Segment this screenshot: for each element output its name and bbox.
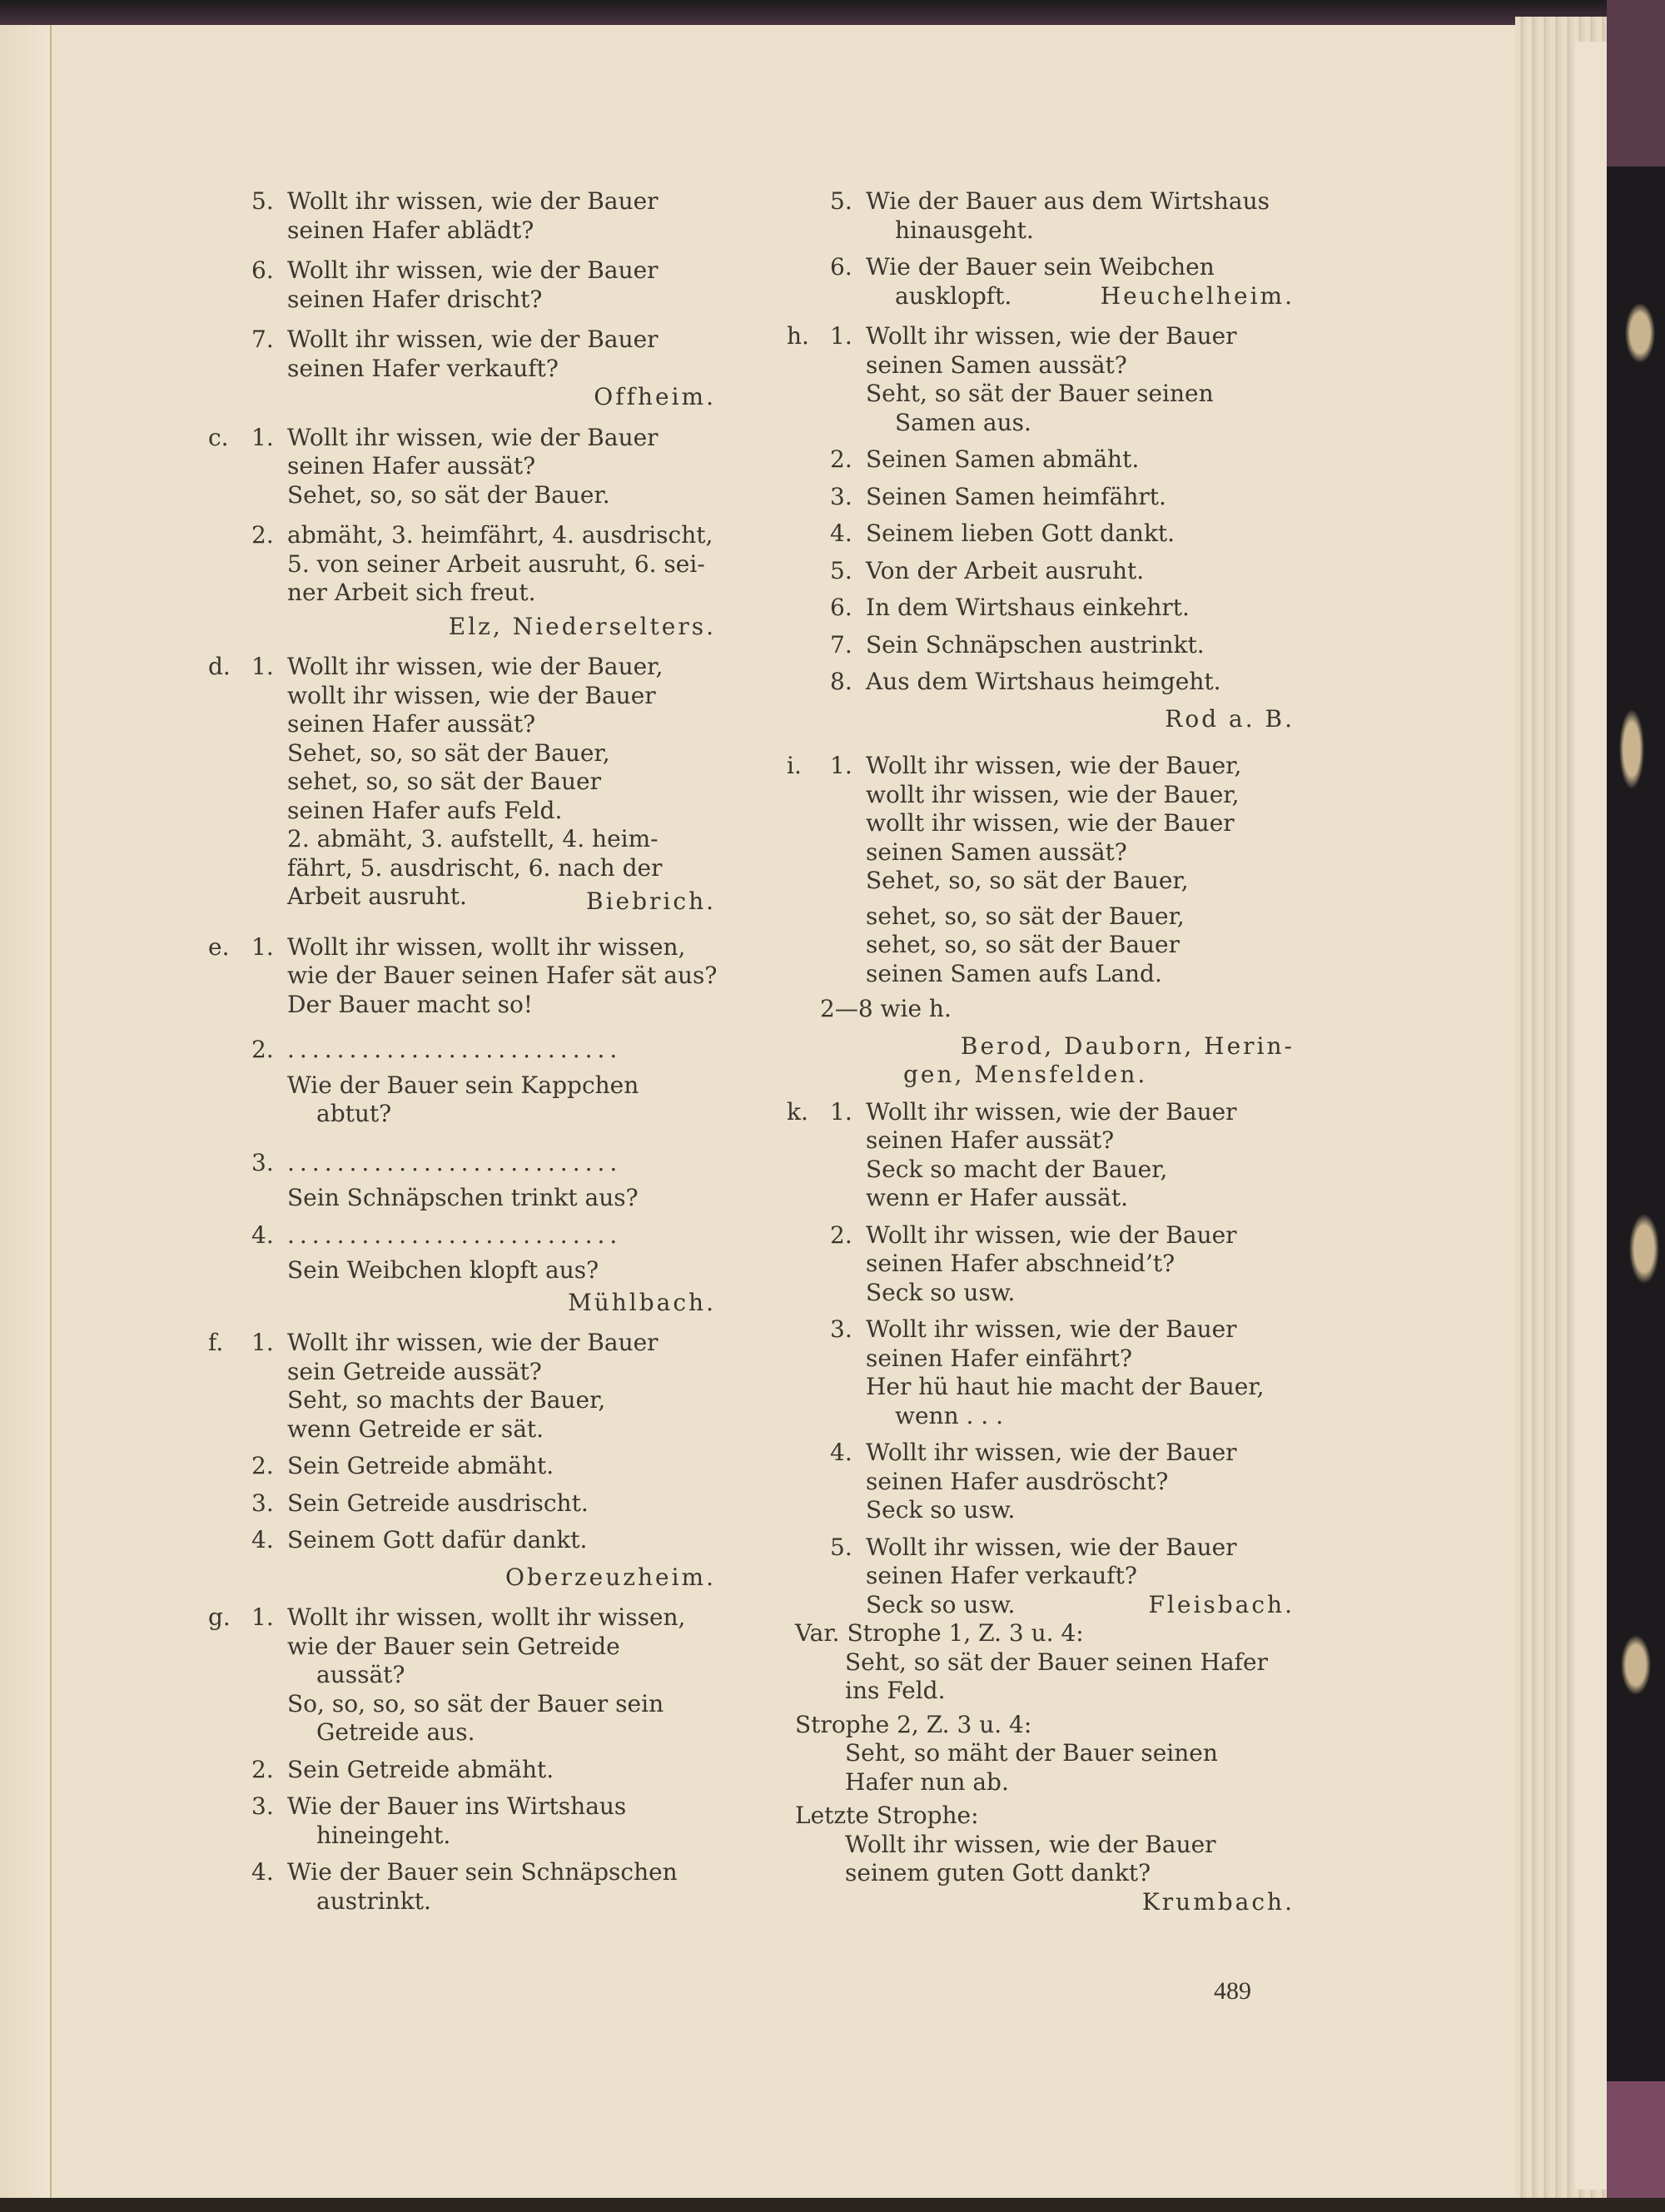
line: seinen Hafer aufs Feld. — [287, 796, 563, 824]
verse — [208, 1756, 716, 1785]
line: Sehet, so, so sät der Bauer, — [866, 867, 1189, 894]
verse-number: 6. — [830, 253, 852, 281]
variant-f — [208, 1329, 716, 1444]
line: Wie der Bauer sein Weibchen — [866, 253, 1215, 281]
line: seinen Hafer verkauft? — [287, 354, 559, 382]
book-cover-right — [1607, 0, 1665, 2212]
gutter — [0, 25, 52, 2200]
variant-note — [787, 1802, 1295, 1888]
place-name: Offheim. — [594, 383, 716, 410]
line: Her hü haut hie macht der Bauer, — [866, 1373, 1265, 1400]
place-name: gen, Mensfelden. — [903, 1061, 1148, 1088]
place-name: Berod, Dauborn, Herin- — [960, 1031, 1295, 1060]
line: wollt ihr wissen, wie der Bauer — [287, 681, 656, 709]
verse-number: 3. — [830, 1315, 852, 1343]
line: Wollt ihr wissen, wie der Bauer — [287, 326, 659, 353]
verse-number: 2. — [251, 521, 274, 549]
variant-label: d. — [208, 653, 231, 680]
line: seinen Samen aussät? — [866, 350, 1127, 379]
note-heading: Strophe 2, Z. 3 u. 4: — [795, 1710, 1032, 1738]
line: Der Bauer macht so! — [287, 990, 534, 1018]
line: Wollt ihr wissen, wie der Bauer — [866, 322, 1237, 350]
verse — [787, 1315, 1295, 1430]
line: seinem guten Gott dankt? — [845, 1859, 1151, 1886]
line: sehet, so, so sät der Bauer — [866, 931, 1180, 958]
line: Wollt ihr wissen, wollt ihr wissen, — [287, 932, 686, 961]
verse — [208, 326, 716, 383]
verse-number: 2. — [251, 1036, 274, 1063]
variant-note — [787, 1711, 1295, 1797]
variant-d — [208, 653, 716, 917]
line: abmäht, 3. heimfährt, 4. ausdrischt, — [287, 521, 713, 549]
verse-number: 5. — [830, 556, 852, 584]
line: Seinen Samen heimfährt. — [866, 482, 1166, 510]
line: Wollt ihr wissen, wie der Bauer — [287, 256, 659, 284]
variant-label: h. — [787, 322, 809, 350]
variant-e — [208, 933, 716, 1020]
place-name: Elz, Niederselters. — [448, 612, 716, 640]
verse-number: 2. — [251, 1755, 274, 1783]
line: Sein Schnäpschen austrinkt. — [866, 630, 1205, 659]
line: ins Feld. — [845, 1677, 946, 1704]
line: wenn er Hafer aussät. — [866, 1184, 1128, 1211]
variant-i — [787, 752, 1295, 988]
verse — [208, 1149, 716, 1213]
line: austrinkt. — [316, 1886, 431, 1915]
verse-number: 1. — [830, 1097, 852, 1126]
verse — [787, 631, 1295, 660]
variant-label: e. — [208, 932, 230, 961]
verse — [208, 1792, 716, 1850]
verse-number: 3. — [251, 1148, 274, 1176]
omission-dots: ........................... — [287, 1036, 623, 1063]
verse-number: 1. — [251, 653, 274, 680]
line: Wollt ihr wissen, wie der Bauer — [866, 1220, 1237, 1249]
verse-number: 2. — [830, 445, 852, 473]
verse-number: 5. — [830, 1533, 852, 1561]
line: wenn Getreide er sät. — [287, 1414, 544, 1443]
verse — [208, 1858, 716, 1916]
verse-number: 2. — [830, 1220, 852, 1249]
line: So, so, so, so sät der Bauer sein — [287, 1689, 664, 1717]
line: Wie der Bauer sein Schnäpschen — [287, 1858, 678, 1886]
left-column — [208, 187, 716, 1916]
place-name: Rod a. B. — [1165, 704, 1295, 733]
line: seinen Hafer verkauft? — [866, 1562, 1137, 1589]
line: Von der Arbeit ausruht. — [866, 556, 1145, 584]
line: Sein Getreide abmäht. — [287, 1755, 554, 1783]
line: Wollt ihr wissen, wie der Bauer — [845, 1830, 1216, 1858]
h-verse-list — [787, 445, 1295, 697]
verse — [208, 521, 716, 608]
line: hineingeht. — [316, 1821, 451, 1849]
verse — [787, 557, 1295, 586]
verse — [787, 1533, 1295, 1620]
verse — [787, 668, 1295, 697]
line: seinen Hafer aussät? — [287, 710, 536, 738]
place-name: Heuchelheim. — [1100, 281, 1295, 310]
book-cover-top — [0, 0, 1665, 25]
line: Seht, so sät der Bauer seinen — [866, 380, 1214, 407]
verse-number: 1. — [830, 322, 852, 350]
line: Getreide aus. — [316, 1718, 475, 1746]
verse-number: 4. — [251, 1220, 274, 1249]
line: Seinem Gott dafür dankt. — [287, 1526, 588, 1553]
variant-label: i. — [787, 752, 802, 779]
line: Sehet, so, so sät der Bauer, — [287, 738, 610, 767]
verse-number: 6. — [830, 594, 852, 621]
verse — [208, 256, 716, 314]
line: sehet, so, so sät der Bauer — [287, 768, 602, 795]
verse — [787, 187, 1295, 245]
verse-number: 6. — [251, 256, 274, 284]
line: Wollt ihr wissen, wollt ihr wissen, — [287, 1603, 686, 1631]
line: Sein Weibchen klopft aus? — [287, 1256, 599, 1284]
line: Wollt ihr wissen, wie der Bauer — [866, 1439, 1237, 1466]
line: wie der Bauer seinen Hafer sät aus? — [287, 962, 718, 989]
line: wenn . . . — [895, 1401, 1004, 1429]
line: sein Getreide aussät? — [287, 1357, 542, 1385]
variant-note — [787, 1619, 1295, 1706]
line: abtut? — [316, 1100, 392, 1127]
verse — [208, 1036, 716, 1129]
verse-number: 4. — [251, 1526, 274, 1553]
line: Wollt ihr wissen, wie der Bauer — [866, 1097, 1237, 1126]
verse-number: 1. — [251, 932, 274, 961]
verse — [787, 594, 1295, 623]
line: seinen Hafer ablädt? — [287, 216, 534, 244]
line: Wollt ihr wissen, wie der Bauer — [287, 423, 659, 451]
verse — [787, 1439, 1295, 1525]
verse-number: 5. — [830, 187, 852, 215]
variant-label: c. — [208, 423, 229, 451]
line: Wie der Bauer ins Wirtshaus — [287, 1792, 627, 1820]
verse-number: 8. — [830, 668, 852, 695]
verse-number: 7. — [251, 326, 274, 353]
line: Seht, so mäht der Bauer seinen — [845, 1739, 1218, 1767]
variant-k — [787, 1098, 1295, 1213]
verse — [787, 253, 1295, 311]
verse-number: 3. — [251, 1792, 274, 1820]
line: seinen Hafer ausdröscht? — [866, 1467, 1169, 1495]
note-heading: Var. Strophe 1, Z. 3 u. 4: — [795, 1619, 1084, 1647]
line: seinen Hafer abschneid’t? — [866, 1250, 1175, 1277]
line: In dem Wirtshaus einkehrt. — [866, 594, 1190, 621]
verse — [208, 1221, 716, 1285]
line: Samen aus. — [895, 408, 1031, 436]
line: Wie der Bauer aus dem Wirtshaus — [866, 187, 1270, 215]
verse — [787, 519, 1295, 549]
verse-number: 1. — [251, 1603, 274, 1631]
book-page — [0, 25, 1515, 2200]
verse-number: 4. — [830, 519, 852, 547]
line: Seinen Samen abmäht. — [866, 445, 1140, 473]
verse-number: 5. — [251, 187, 274, 215]
verse-number: 7. — [830, 630, 852, 659]
verse-number: 4. — [251, 1858, 274, 1886]
variant-label: f. — [208, 1329, 224, 1356]
line: seinen Hafer aussät? — [287, 452, 536, 480]
line: Hafer nun ab. — [845, 1767, 1009, 1796]
line: Seht, so sät der Bauer seinen Hafer — [845, 1648, 1268, 1676]
variant-c — [208, 424, 716, 510]
place-name: Fleisbach. — [1148, 1590, 1295, 1618]
line: Arbeit ausruht. — [287, 882, 467, 910]
line: Wie der Bauer sein Kappchen — [287, 1071, 639, 1099]
variant-g — [208, 1603, 716, 1747]
verse — [208, 1526, 716, 1555]
line: sehet, so, so sät der Bauer, — [866, 902, 1185, 930]
verse — [787, 1221, 1295, 1308]
verse — [208, 1489, 716, 1519]
line: Seht, so machts der Bauer, — [287, 1386, 606, 1414]
note-heading: Letzte Strophe: — [795, 1802, 979, 1829]
line: Sein Getreide abmäht. — [287, 1452, 554, 1479]
line: Seck so macht der Bauer, — [866, 1155, 1168, 1183]
place-name: Oberzeuzheim. — [505, 1563, 716, 1591]
line: ner Arbeit sich freut. — [287, 579, 536, 606]
line: wollt ihr wissen, wie der Bauer, — [866, 780, 1240, 808]
line: ausklopft. — [895, 281, 1012, 310]
line: wie der Bauer sein Getreide — [287, 1632, 620, 1660]
line: seinen Hafer einfährt? — [866, 1344, 1133, 1372]
page-edges — [1515, 17, 1607, 2202]
line: Seck so usw. — [866, 1496, 1016, 1524]
line: hinausgeht. — [895, 216, 1034, 244]
variant-label: g. — [208, 1603, 231, 1631]
omission-dots: ........................... — [287, 1220, 623, 1249]
variant-h — [787, 322, 1295, 437]
line: Wollt ihr wissen, wie der Bauer, — [287, 653, 664, 680]
verse — [208, 187, 716, 245]
line: Seck so usw. — [866, 1278, 1016, 1306]
line: seinen Hafer drischt? — [287, 285, 543, 313]
omission-dots: ........................... — [287, 1148, 623, 1176]
line: Wollt ihr wissen, wie der Bauer — [287, 187, 659, 215]
line: Wollt ihr wissen, wie der Bauer — [866, 1315, 1237, 1343]
line: wollt ihr wissen, wie der Bauer — [866, 809, 1235, 837]
line: 2—8 wie h. — [820, 995, 952, 1022]
right-column — [787, 187, 1295, 1916]
verse-number: 3. — [830, 482, 852, 510]
verse-number: 1. — [251, 1329, 274, 1356]
line: fährt, 5. ausdrischt, 6. nach der — [287, 853, 663, 882]
place-name: Krumbach. — [1141, 1887, 1295, 1916]
line: Wollt ihr wissen, wie der Bauer, — [866, 752, 1242, 779]
line: Aus dem Wirtshaus heimgeht. — [866, 668, 1221, 695]
verse — [787, 483, 1295, 512]
line: seinen Samen aufs Land. — [866, 959, 1162, 987]
line: Seck so usw. — [866, 1590, 1016, 1618]
verse — [787, 445, 1295, 475]
line: 2. abmäht, 3. aufstellt, 4. heim- — [287, 825, 659, 852]
verse-number: 1. — [830, 752, 852, 779]
line: seinen Hafer aussät? — [866, 1126, 1115, 1154]
book-bottom-edge — [0, 2198, 1665, 2212]
line: 5. von seiner Arbeit ausruht, 6. sei- — [287, 549, 705, 578]
line: seinen Samen aussät? — [866, 838, 1127, 866]
verse-number: 1. — [251, 423, 274, 451]
line: Seinem lieben Gott dankt. — [866, 519, 1175, 547]
verse-number: 4. — [830, 1439, 852, 1466]
line: aussät? — [316, 1661, 405, 1688]
line: Wollt ihr wissen, wie der Bauer — [287, 1329, 659, 1356]
place-name: Biebrich. — [586, 887, 716, 915]
verse-number: 2. — [251, 1452, 274, 1479]
verse-number: 3. — [251, 1489, 274, 1517]
verse — [208, 1452, 716, 1481]
line: Sehet, so, so sät der Bauer. — [287, 480, 610, 509]
line: Sein Schnäpschen trinkt aus? — [287, 1184, 639, 1211]
line: Sein Getreide ausdrischt. — [287, 1489, 589, 1517]
place-name: Mühlbach. — [568, 1288, 716, 1316]
line: Wollt ihr wissen, wie der Bauer — [866, 1533, 1237, 1561]
page-number: 489 — [1214, 1977, 1251, 2005]
variant-label: k. — [787, 1097, 808, 1126]
